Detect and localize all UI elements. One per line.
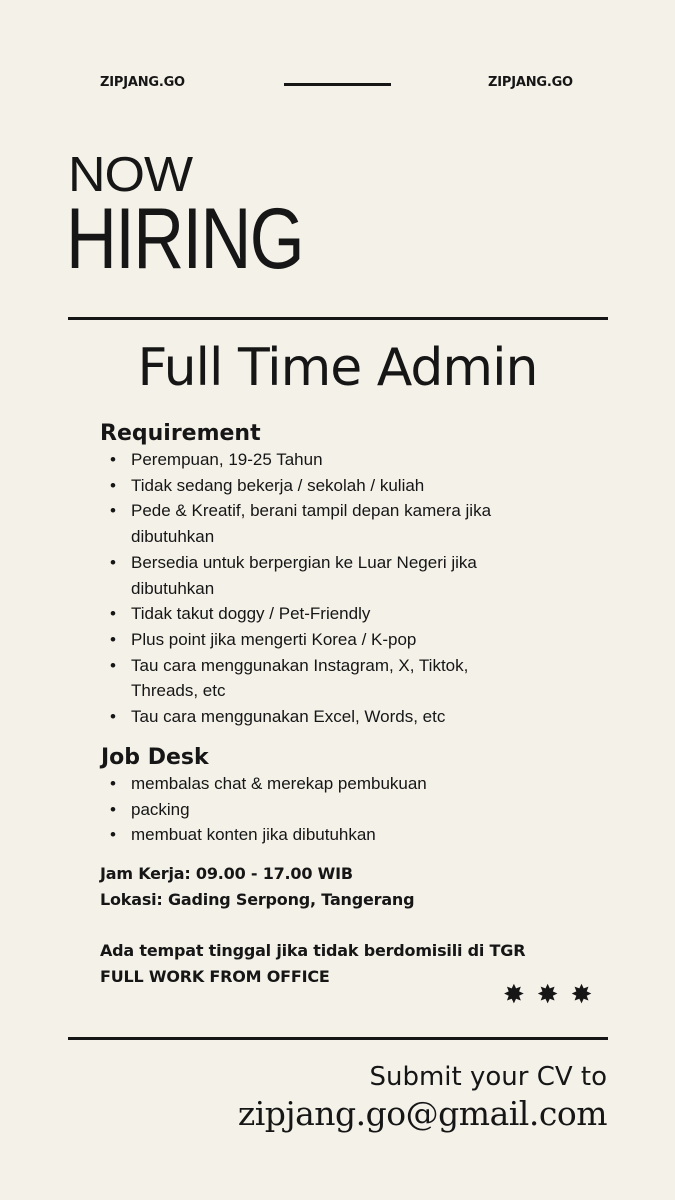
top-divider <box>284 83 391 86</box>
list-item: • Bersedia untuk berpergian ke Luar Negeri jika dibutuhkan <box>100 550 531 601</box>
hero-line-hiring: HIRING <box>66 191 303 287</box>
brand-left: ZIPJANG.GO <box>100 75 185 90</box>
job-desk-list <box>100 771 531 848</box>
list-item: • membalas chat & merekap pembukuan <box>100 771 531 797</box>
list-item: • Plus point jika mengerti Korea / K-pop <box>100 627 531 653</box>
list-item: • Pede & Kreatif, berani tampil depan kamera jika dibutuhkan <box>100 498 531 549</box>
requirement-heading: Requirement <box>100 421 261 446</box>
list-item: • Tau cara menggunakan Excel, Words, etc <box>100 704 531 730</box>
list-item: • Tidak takut doggy / Pet-Friendly <box>100 601 531 627</box>
submit-cv-label: Submit your CV to <box>369 1062 607 1092</box>
extra-details <box>100 938 525 990</box>
housing-note: Ada tempat tinggal jika tidak berdomisili di TGR <box>100 941 526 960</box>
star-burst-icon: ✸✸✸ <box>503 980 605 1010</box>
brand-right: ZIPJANG.GO <box>488 75 573 90</box>
position-title: Full Time Admin <box>137 338 538 398</box>
work-hours: Jam Kerja: 09.00 - 17.00 WIB <box>100 864 353 883</box>
list-item: • Tau cara menggunakan Instagram, X, Tiktok, Threads, etc <box>100 653 531 704</box>
work-mode: FULL WORK FROM OFFICE <box>100 967 330 986</box>
hero-line-now: NOW <box>68 147 193 203</box>
job-desk-heading: Job Desk <box>101 745 209 770</box>
requirement-list <box>100 447 531 730</box>
list-item: • membuat konten jika dibutuhkan <box>100 822 531 848</box>
section-divider-top <box>68 317 608 320</box>
list-item: • packing <box>100 797 531 823</box>
contact-email[interactable]: zipjang.go@gmail.com <box>237 1094 607 1133</box>
work-location: Lokasi: Gading Serpong, Tangerang <box>100 890 415 909</box>
section-divider-bottom <box>68 1037 608 1040</box>
list-item: • Perempuan, 19-25 Tahun <box>100 447 531 473</box>
work-details <box>100 861 414 913</box>
list-item: • Tidak sedang bekerja / sekolah / kuliah <box>100 473 531 499</box>
